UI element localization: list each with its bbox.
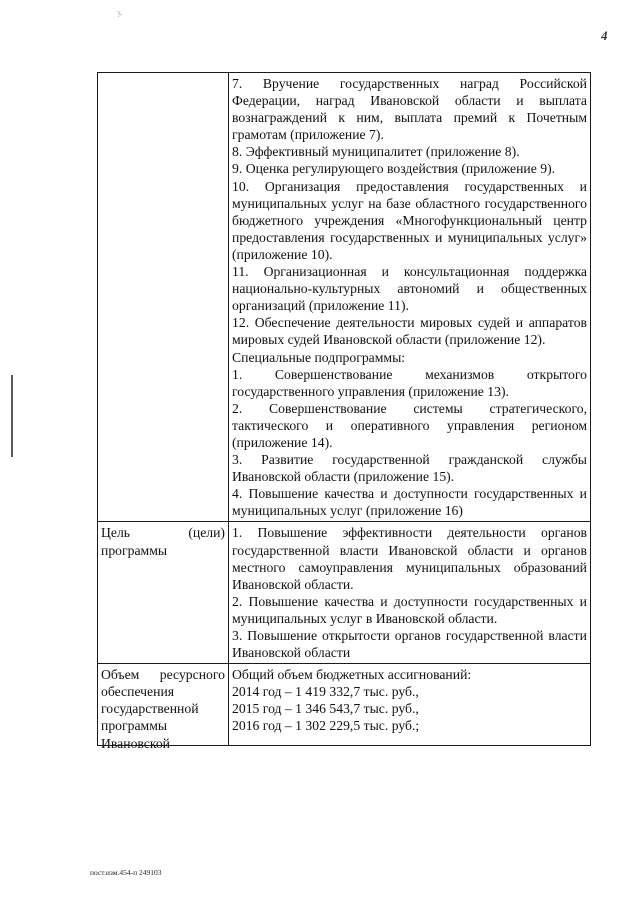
scan-mark: ?- [117,10,122,19]
subprogram-item: 11. Организационная и консультационная поддержка национально-культурных автономий и общественных организаций (приложение 11). [232,264,587,314]
funding-content-cell [229,664,591,746]
page-number: 4 [601,28,608,43]
margin-line [11,375,13,457]
subprogram-item: 10. Организация предоставления государственных и муниципальных услуг на базе областного государственного бюджетного учреждения «Многофункциональный центр предоставления государственных и муниципальных услуг» (приложение 10). [232,178,587,262]
goal-item: 2. Повышение качества и доступности государственных и муниципальных услуг в Ивановской области. [232,593,587,626]
goal-row [98,522,591,664]
footer-document-code: пост.изм.454-п 249103 [90,868,162,877]
funding-row [98,664,591,746]
funding-year-item: 2015 год – 1 346 543,7 тыс. руб., [232,701,419,717]
subprogram-item: 7. Вручение государственных наград Российской Федерации, наград Ивановской области и выплата вознаграждений к ним, выплата премий к Почетным грамотам (приложение 7). [232,76,587,143]
passport-table [97,72,591,751]
goal-content-cell [229,522,591,664]
subprogram-item: 8. Эффективный муниципалитет (приложение 8). [232,144,520,160]
funding-label: Объем ресурсного обеспечения государственной программы Ивановской [101,667,225,751]
subprogram-item: 9. Оценка регулирующего воздействия (приложение 9). [232,161,556,177]
funding-label-cell [98,664,229,751]
special-subprogram-item: 1. Совершенствование механизмов открытого государственного управления (приложение 13). [232,366,587,399]
goal-label: Цель (цели) программы [98,522,229,664]
subprograms-row [98,73,591,522]
special-subprogram-item: 2. Совершенствование системы стратегического, тактического и оперативного управления регионом (приложение 14). [232,400,587,450]
goal-item: 1. Повышение эффективности деятельности органов государственной власти Ивановской области и органов местного самоуправления муниципальных образований Ивановской области. [232,525,587,592]
funding-year-item: 2016 год – 1 302 229,5 тыс. руб.; [232,718,420,734]
goal-item: 3. Повышение открытости органов государственной власти Ивановской области [232,628,587,661]
special-subprogram-item: 3. Развитие государственной гражданской службы Ивановской области (приложение 15). [232,452,587,485]
special-subprogram-item: 4. Повышение качества и доступности государственных и муниципальных услуг (приложение 16) [232,486,587,519]
subprograms-label-cell [98,73,229,522]
subprograms-content-cell [229,73,591,522]
special-subprograms-heading: Специальные подпрограммы: [232,349,406,365]
subprogram-item: 12. Обеспечение деятельности мировых судей и аппаратов мировых судей Ивановской области (приложение 12). [232,315,587,348]
funding-year-item: 2014 год – 1 419 332,7 тыс. руб., [232,684,419,700]
funding-heading: Общий объем бюджетных ассигнований: [232,667,472,683]
